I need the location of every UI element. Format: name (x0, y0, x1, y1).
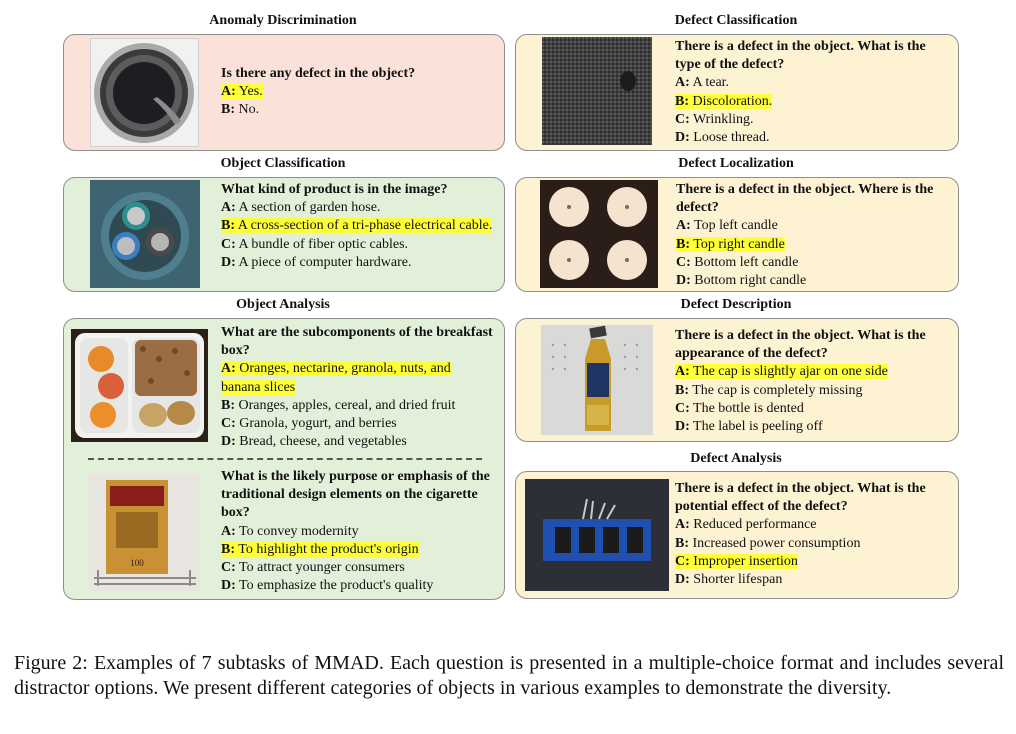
figure-caption: Figure 2: Examples of 7 subtasks of MMAD. Each question is presented in a multiple-choice format and includes several distractor options. We present different categories of objects in various examples to demonstrate the diversity. (14, 652, 1004, 699)
option-a: A: To convey modernity (221, 523, 359, 539)
breakfast-box-photo (71, 329, 208, 442)
object-classification-qa (221, 181, 493, 272)
anomaly-qa (221, 65, 496, 120)
breakfast-box-image (71, 329, 208, 442)
defect-description-qa (675, 327, 945, 436)
option-d: D: Loose thread. (675, 130, 770, 146)
bottle-image (541, 325, 653, 435)
object-analysis-qa-1 (221, 324, 493, 451)
bottle-top-image (90, 38, 199, 147)
candles-image (540, 180, 658, 288)
question-text: What is the likely purpose or emphasis of the traditional design elements on the cigarette box? (221, 469, 490, 521)
option-b: B: The cap is completely missing (675, 382, 863, 398)
option-a: A: A tear. (675, 75, 730, 91)
option-d: D: Bottom right candle (676, 273, 807, 289)
option-d: D: To emphasize the product's quality (221, 578, 434, 594)
defect-classification-panel (515, 34, 959, 151)
circuit-board-photo (525, 479, 669, 591)
bottle-top-photo (91, 39, 198, 146)
option-c: C: Improper insertion (675, 553, 798, 569)
bottle-photo (541, 325, 653, 435)
option-c: C: The bottle is dented (675, 400, 804, 416)
object-classification-title: Object Classification (220, 156, 346, 171)
defect-localization-qa (676, 181, 946, 290)
question-text: There is a defect in the object. What is the appearance of the defect? (675, 328, 926, 362)
defect-localization-title: Defect Localization (678, 156, 794, 171)
question-text: There is a defect in the object. Where is the defect? (676, 182, 934, 216)
defect-description-panel (515, 318, 959, 442)
object-analysis-panel (63, 318, 505, 600)
anomaly-discrimination-title: Anomaly Discrimination (209, 13, 357, 28)
candles-photo (540, 180, 658, 288)
option-b: B: A cross-section of a tri-phase electrical cable. (221, 218, 493, 234)
option-a: A: The cap is slightly ajar on one side (675, 364, 888, 380)
option-a: A: A section of garden hose. (221, 200, 381, 216)
option-b: B: Increased power consumption (675, 535, 861, 551)
defect-description-title: Defect Description (680, 297, 792, 312)
question-text: Is there any defect in the object? (221, 66, 416, 81)
cigarette-box-photo (88, 474, 200, 591)
circuit-board-image (525, 479, 669, 591)
option-a: A: Top left candle (676, 218, 778, 234)
anomaly-discrimination-panel (63, 34, 505, 151)
option-d: D: The label is peeling off (675, 419, 823, 435)
question-text: What are the subcomponents of the breakfast box? (221, 325, 493, 359)
option-c: C: Wrinkling. (675, 111, 754, 127)
option-d: D: Shorter lifespan (675, 572, 783, 588)
box-label: 100 (130, 558, 144, 568)
question-text: There is a defect in the object. What is the type of the defect? (675, 39, 926, 73)
defect-analysis-title: Defect Analysis (690, 451, 782, 466)
option-c: C: Bottom left candle (676, 254, 799, 270)
cable-image (90, 180, 200, 288)
defect-localization-panel (515, 177, 959, 292)
option-c: C: A bundle of fiber optic cables. (221, 236, 409, 252)
option-b: B: Oranges, apples, cereal, and dried fruit (221, 397, 456, 413)
option-c: C: Granola, yogurt, and berries (221, 416, 397, 432)
option-a: A: Oranges, nectarine, granola, nuts, and banana slices (221, 361, 451, 395)
object-analysis-title: Object Analysis (236, 297, 330, 312)
defect-analysis-qa (675, 480, 947, 589)
option-b: B: Top right candle (676, 236, 785, 252)
option-d: D: A piece of computer hardware. (221, 254, 412, 270)
option-b: B: Discoloration. (675, 93, 773, 109)
option-c: C: To attract younger consumers (221, 560, 405, 576)
option-a: A: Reduced performance (675, 517, 817, 533)
fabric-image (542, 37, 652, 145)
object-analysis-qa-2 (221, 468, 493, 595)
fabric-photo (542, 37, 652, 145)
option-b: B: To highlight the product's origin (221, 541, 419, 557)
object-classification-panel (63, 177, 505, 292)
option-b: B: No. (221, 102, 260, 118)
dashed-separator (88, 458, 482, 460)
question-text: What kind of product is in the image? (221, 182, 448, 197)
defect-classification-title: Defect Classification (674, 13, 798, 28)
cigarette-box-image (88, 474, 200, 591)
question-text: There is a defect in the object. What is the potential effect of the defect? (675, 481, 926, 515)
defect-analysis-panel (515, 471, 959, 599)
option-d: D: Bread, cheese, and vegetables (221, 434, 407, 450)
defect-classification-qa (675, 38, 945, 147)
option-a: A: Yes. (221, 84, 263, 100)
cable-photo (90, 180, 200, 288)
